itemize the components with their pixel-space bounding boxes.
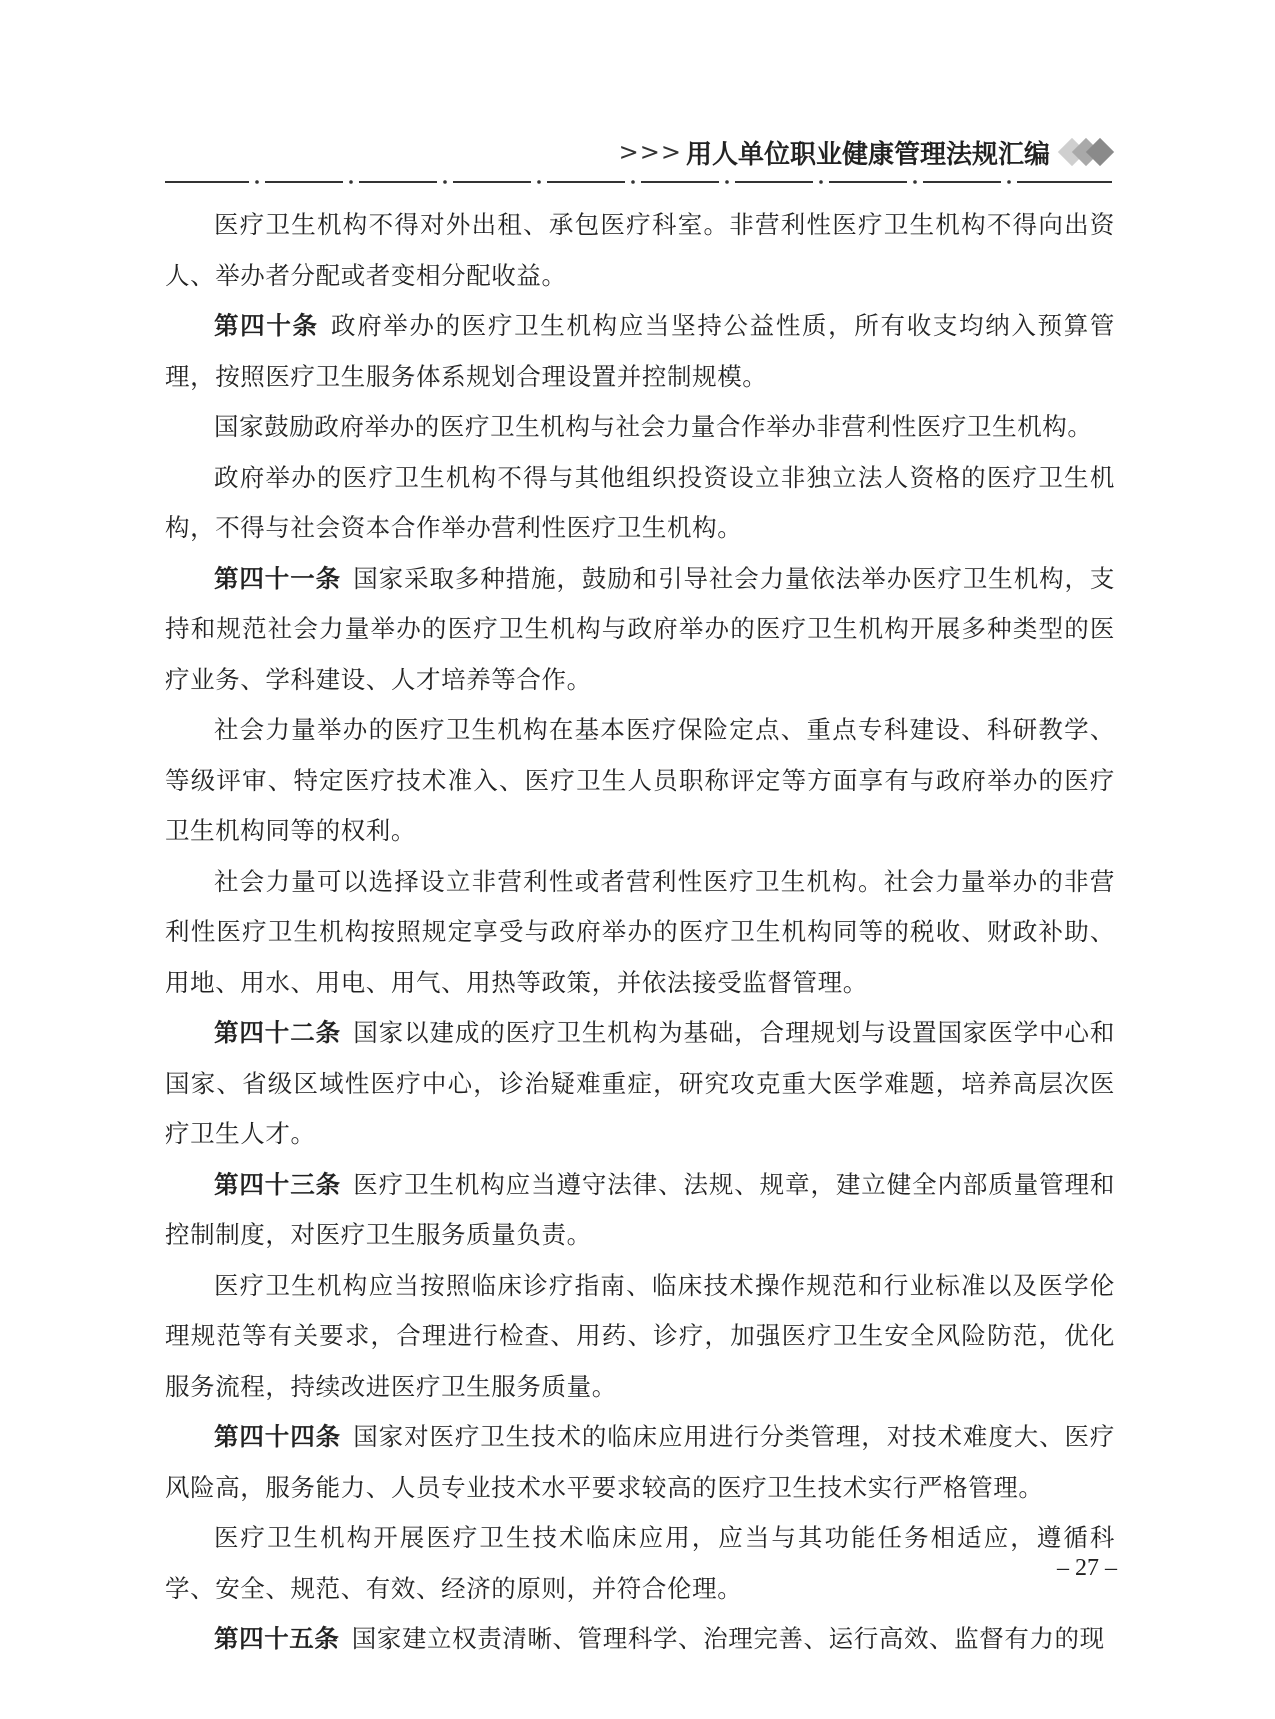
paragraph-text: 国家鼓励政府举办的医疗卫生机构与社会力量合作举办非营利性医疗卫生机构。: [214, 412, 1093, 441]
diamond-ornament-icon: [1056, 138, 1112, 166]
paragraph-text: 国家建立权责清晰、管理科学、治理完善、运行高效、监督有力的现: [351, 1624, 1105, 1653]
article-number: 第四十二条: [214, 1018, 342, 1047]
article-number: 第四十一条: [214, 563, 342, 593]
paragraph-text: 政府举办的医疗卫生机构不得与其他组织投资设立非独立法人资格的医疗卫生机构，不得与社会资本合作举办营利性医疗卫生机构。: [165, 462, 1115, 542]
paragraph: [165, 402, 1115, 453]
paragraph: [165, 453, 1115, 554]
paragraph-text: 医疗卫生机构开展医疗卫生技术临床应用，应当与其功能任务相适应，遵循科学、安全、规范、有效、经济的原则，并符合伦理。: [165, 1523, 1115, 1603]
article-number: 第四十条: [214, 311, 319, 340]
paragraph-text: 政府举办的医疗卫生机构应当坚持公益性质，所有收支均纳入预算管理，按照医疗卫生服务体系规划合理设置并控制规模。: [165, 311, 1115, 391]
header-divider: [165, 178, 1112, 186]
paragraph-text: 社会力量举办的医疗卫生机构在基本医疗保险定点、重点专科建设、科研教学、等级评审、特定医疗技术准入、医疗卫生人员职称评定等方面享有与政府举办的医疗卫生机构同等的权利。: [165, 715, 1115, 845]
page-number: – 27 –: [1057, 1555, 1117, 1581]
paragraph: [165, 705, 1115, 857]
paragraph: [165, 1614, 1115, 1665]
paragraph-text: 医疗卫生机构不得对外出租、承包医疗科室。非营利性医疗卫生机构不得向出资人、举办者分配或者变相分配收益。: [165, 210, 1115, 290]
paragraph-text: 医疗卫生机构应当遵守法律、法规、规章，建立健全内部质量管理和控制制度，对医疗卫生服务质量负责。: [165, 1169, 1116, 1249]
paragraph-text: 国家以建成的医疗卫生机构为基础，合理规划与设置国家医学中心和国家、省级区域性医疗中心，诊治疑难重症，研究攻克重大医学难题，培养高层次医疗卫生人才。: [165, 1018, 1116, 1148]
paragraph-text: 国家对医疗卫生技术的临床应用进行分类管理，对技术难度大、医疗风险高，服务能力、人员专业技术水平要求较高的医疗卫生技术实行严格管理。: [165, 1422, 1116, 1502]
paragraph: [165, 301, 1115, 402]
paragraph: [165, 857, 1115, 1009]
header-arrows: >>>: [618, 138, 682, 166]
paragraph-text: 社会力量可以选择设立非营利性或者营利性医疗卫生机构。社会力量举办的非营利性医疗卫生机构按照规定享受与政府举办的医疗卫生机构同等的税收、财政补助、用地、用水、用电、用气、用热等政策，并依法接受监督管理。: [165, 866, 1115, 997]
paragraph: [165, 1160, 1115, 1261]
paragraph: [165, 1513, 1115, 1614]
article-number: 第四十四条: [214, 1422, 342, 1451]
paragraph-text: 医疗卫生机构应当按照临床诊疗指南、临床技术操作规范和行业标准以及医学伦理规范等有关要求，合理进行检查、用药、诊疗，加强医疗卫生安全风险防范，优化服务流程，持续改进医疗卫生服务质量。: [165, 1270, 1115, 1401]
paragraph: [165, 1261, 1115, 1413]
header-title: 用人单位职业健康管理法规汇编: [685, 139, 1050, 170]
paragraph: [165, 200, 1115, 301]
body-text: [165, 200, 1115, 1665]
article-number: 第四十三条: [214, 1169, 342, 1199]
running-header: [165, 132, 1112, 172]
paragraph: [165, 1412, 1115, 1513]
paragraph: [165, 554, 1115, 706]
paragraph-text: 国家采取多种措施，鼓励和引导社会力量依法举办医疗卫生机构，支持和规范社会力量举办的医疗卫生机构与政府举办的医疗卫生机构开展多种类型的医疗业务、学科建设、人才培养等合作。: [165, 563, 1116, 694]
article-number: 第四十五条: [214, 1624, 340, 1653]
paragraph: [165, 1008, 1115, 1160]
